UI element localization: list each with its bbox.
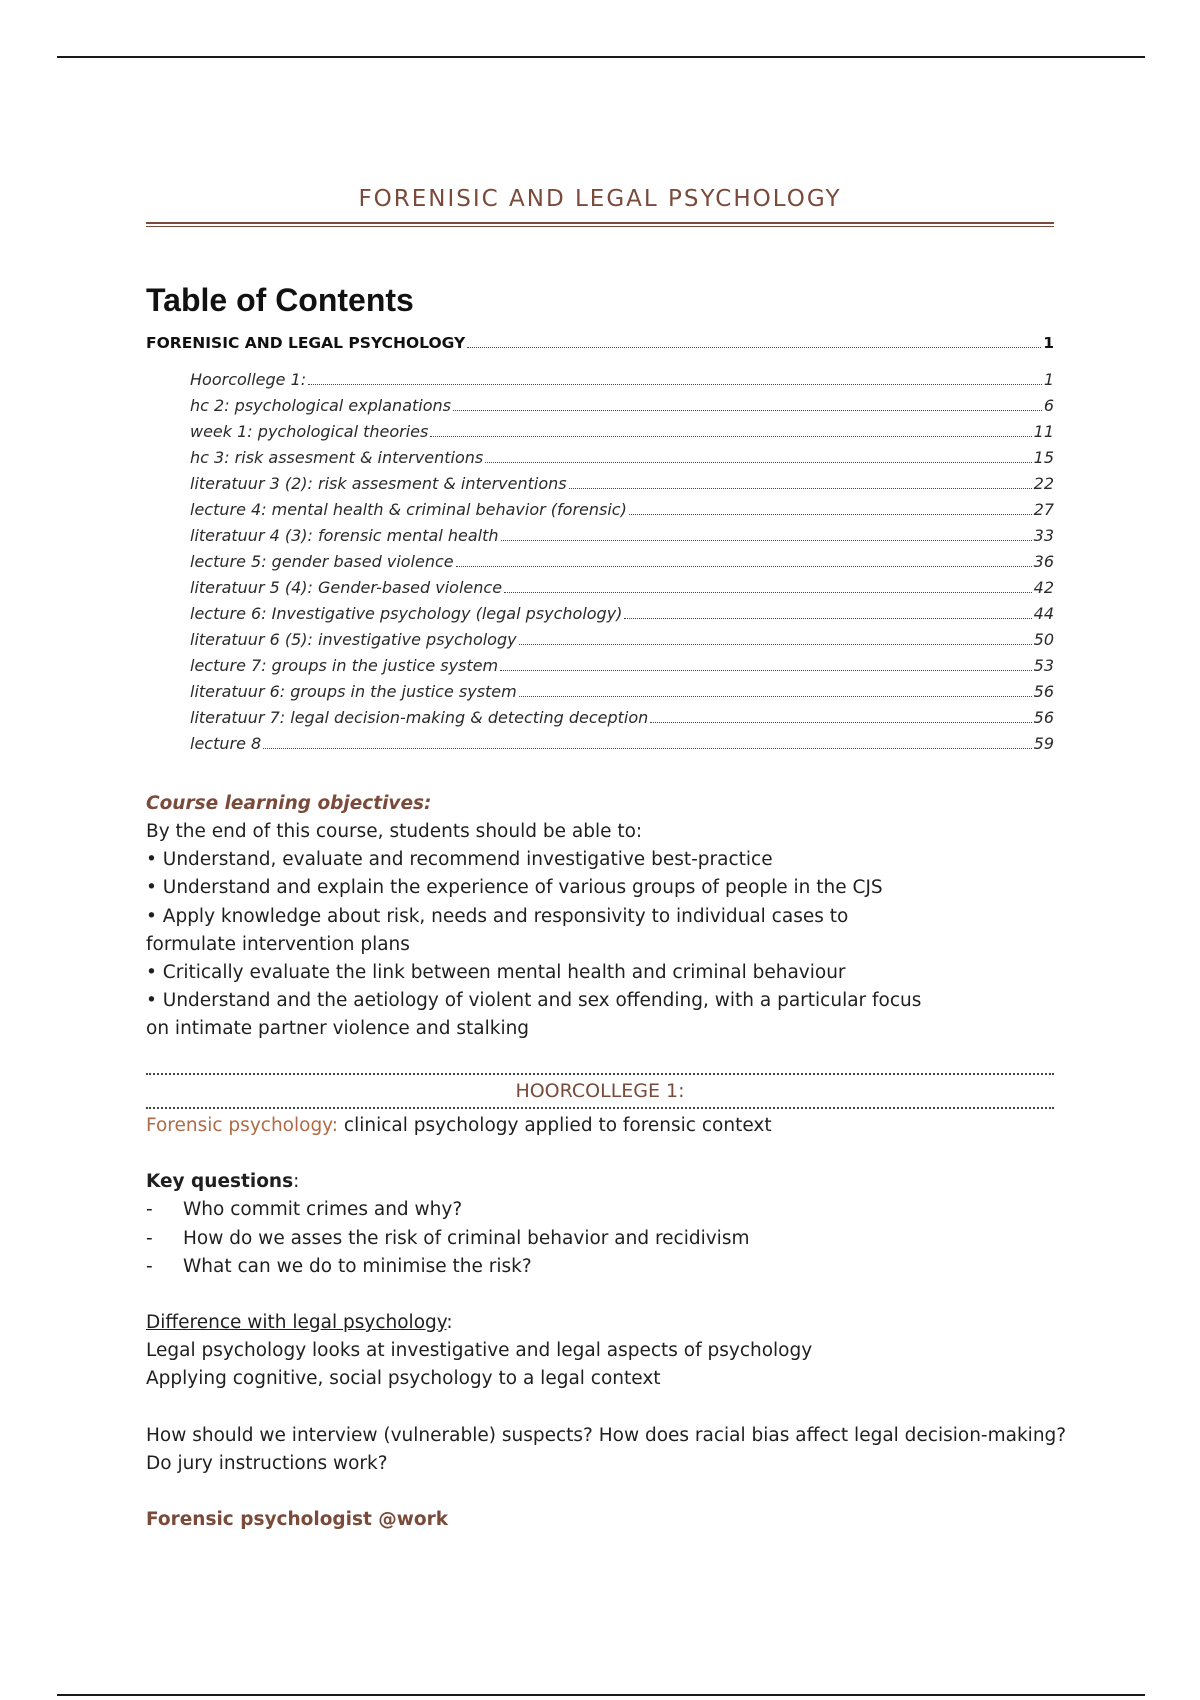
list-item-text: What can we do to minimise the risk? <box>183 1255 532 1277</box>
toc-leader-dots <box>650 722 1031 723</box>
list-dash: - <box>146 1199 153 1221</box>
section-heading: HOORCOLLEGE 1: <box>515 1080 685 1102</box>
toc-leader-dots <box>263 748 1031 749</box>
toc-entry-page: 53 <box>1033 656 1054 675</box>
toc-entry-page: 1 <box>1043 370 1054 389</box>
toc-entry-label: literatuur 4 (3): forensic mental health <box>190 526 499 545</box>
list-item <box>146 1253 1054 1281</box>
toc-entry-page: 42 <box>1033 578 1054 597</box>
toc-leader-dots <box>504 592 1032 593</box>
definition-text: clinical psychology applied to forensic context <box>338 1115 772 1136</box>
toc-entry-label: lecture 6: Investigative psychology (legal psychology) <box>190 604 623 623</box>
list-item <box>146 1225 1054 1253</box>
toc-entry[interactable] <box>146 734 1054 760</box>
toc-entry-page: 56 <box>1033 682 1054 701</box>
objective-line: • Understand and the aetiology of violent and sex offending, with a particular focus <box>146 990 922 1012</box>
section-divider-bottom <box>146 1107 1054 1109</box>
toc-entry[interactable] <box>146 552 1054 578</box>
toc-leader-dots <box>519 696 1032 697</box>
section-body <box>146 1112 1067 1534</box>
toc-entry[interactable] <box>146 334 1054 370</box>
toc-leader-dots <box>519 644 1032 645</box>
key-questions-label: Key questions <box>146 1171 294 1193</box>
toc-entry-page: 11 <box>1033 422 1054 441</box>
toc-leader-dots <box>624 618 1031 619</box>
toc-entry[interactable] <box>146 708 1054 734</box>
body-line: Applying cognitive, social psychology to a legal context <box>146 1368 661 1390</box>
definition-term: Forensic psychology: <box>146 1115 339 1136</box>
toc-entry-label: Hoorcollege 1: <box>190 370 307 389</box>
objective-line: formulate intervention plans <box>146 933 410 955</box>
toc-entry-label: literatuur 5 (4): Gender-based violence <box>190 578 503 597</box>
key-questions-label-line <box>146 1168 1054 1196</box>
toc-entry-page: 22 <box>1033 474 1054 493</box>
toc-entry[interactable] <box>146 448 1054 474</box>
toc-leader-dots <box>308 384 1042 385</box>
toc-leader-dots <box>501 540 1032 541</box>
definition-line <box>146 1112 1054 1140</box>
toc-entry-label: literatuur 3 (2): risk assesment & interventions <box>190 474 567 493</box>
toc-entry-page: 56 <box>1033 708 1054 727</box>
toc-entry-label: lecture 8 <box>190 734 262 753</box>
objective-line: • Understand and explain the experience of various groups of people in the CJS <box>146 877 883 899</box>
toc-heading: Table of Contents <box>146 282 414 318</box>
body-line: Legal psychology looks at investigative and legal aspects of psychology <box>146 1340 813 1362</box>
toc-entry-label: literatuur 6 (5): investigative psychology <box>190 630 517 649</box>
toc-entry[interactable] <box>146 474 1054 500</box>
objective-line: on intimate partner violence and stalking <box>146 1018 530 1040</box>
page-bottom-rule <box>57 1694 1145 1696</box>
toc-entry-page: 44 <box>1033 604 1054 623</box>
toc-entry-page: 6 <box>1043 396 1054 415</box>
toc-leader-dots <box>456 566 1032 567</box>
page-top-rule <box>57 56 1145 58</box>
objective-line: • Apply knowledge about risk, needs and responsivity to individual cases to <box>146 905 849 927</box>
difference-colon: : <box>446 1312 453 1334</box>
toc-entry-label: literatuur 6: groups in the justice system <box>190 682 517 701</box>
toc-leader-dots <box>500 670 1032 671</box>
course-objectives <box>146 790 1054 1044</box>
toc-entry[interactable] <box>146 682 1054 708</box>
objectives-heading: Course learning objectives: <box>146 793 432 814</box>
toc-leader-dots <box>430 436 1031 437</box>
toc-entry-label: hc 3: risk assesment & interventions <box>190 448 484 467</box>
toc-entry[interactable] <box>146 500 1054 526</box>
toc-entry-label: lecture 4: mental health & criminal behavior (forensic) <box>190 500 627 519</box>
toc-entry[interactable] <box>146 526 1054 552</box>
list-dash: - <box>146 1227 153 1249</box>
document-title: FORENISIC AND LEGAL PSYCHOLOGY <box>358 186 842 212</box>
section-header <box>146 1073 1054 1109</box>
toc-entry-page: 15 <box>1033 448 1054 467</box>
subheading: Forensic psychologist @work <box>146 1509 449 1531</box>
toc-entry[interactable] <box>146 578 1054 604</box>
toc-leader-dots <box>629 514 1032 515</box>
toc-entry-page: 59 <box>1033 734 1054 753</box>
toc-entry-page: 1 <box>1043 334 1054 352</box>
toc-entry[interactable] <box>146 630 1054 656</box>
toc-leader-dots <box>467 347 1041 348</box>
toc-entry-label: hc 2: psychological explanations <box>190 396 451 415</box>
toc-entry-page: 33 <box>1033 526 1054 545</box>
key-questions-colon: : <box>293 1171 300 1193</box>
toc-entry-page: 27 <box>1033 500 1054 519</box>
toc-entry-label: FORENISIC AND LEGAL PSYCHOLOGY <box>146 334 466 352</box>
list-item-text: Who commit crimes and why? <box>183 1199 463 1221</box>
toc-entry[interactable] <box>146 604 1054 630</box>
difference-label-line <box>146 1309 1054 1337</box>
toc-entry[interactable] <box>146 656 1054 682</box>
toc-entry[interactable] <box>146 422 1054 448</box>
body-line: How should we interview (vulnerable) suspects? How does racial bias affect legal decision-making? <box>146 1424 1067 1446</box>
title-underline <box>146 222 1054 227</box>
toc-entry-page: 36 <box>1033 552 1054 571</box>
objective-line: By the end of this course, students should be able to: <box>146 821 643 842</box>
list-dash: - <box>146 1255 153 1277</box>
toc-entry-label: lecture 7: groups in the justice system <box>190 656 499 675</box>
toc-entry[interactable] <box>146 370 1054 396</box>
toc-entry-label: week 1: pychological theories <box>190 422 429 441</box>
body-line: Do jury instructions work? <box>146 1452 388 1474</box>
toc-leader-dots <box>569 488 1032 489</box>
toc-entry-label: literatuur 7: legal decision-making & detecting deception <box>190 708 649 727</box>
toc-entry[interactable] <box>146 396 1054 422</box>
list-item <box>146 1196 1054 1224</box>
objective-line: • Understand, evaluate and recommend investigative best-practice <box>146 849 773 871</box>
objective-line: • Critically evaluate the link between mental health and criminal behaviour <box>146 962 846 984</box>
toc-entry-page: 50 <box>1033 630 1054 649</box>
toc-leader-dots <box>485 462 1031 463</box>
table-of-contents <box>146 334 1054 760</box>
difference-label: Difference with legal psychology <box>146 1312 447 1334</box>
list-item-text: How do we asses the risk of criminal behavior and recidivism <box>183 1227 750 1249</box>
toc-leader-dots <box>453 410 1042 411</box>
toc-entry-label: lecture 5: gender based violence <box>190 552 454 571</box>
